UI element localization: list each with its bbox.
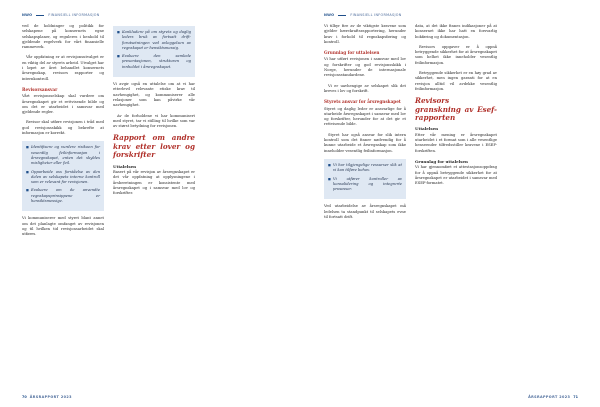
left-footer: [22, 395, 72, 399]
subheading: Uttalelsen: [113, 163, 137, 169]
paragraph: Vi har gjennomført et attestasjonsoppdrag for å oppnå betryggende sikkerhet for at årsregnskapet er utarbeidet i samsvar med ESEF-formatet.: [415, 165, 497, 186]
section-heading: Styrets ansvar for årsregnskapet: [324, 99, 401, 105]
paragraph: Ved utarbeidelse av årsregnskapet må ledelsen ta standpunkt til selskapets evne til fortsatt drift.: [324, 204, 406, 220]
bullet-item: ■ Identifisere og vurdere risikoen for vesentlig feilinformasjon i årsregnskapet, enten det skyldes misligheter eller feil.: [26, 145, 100, 166]
running-head-tag: NWO: [324, 13, 335, 17]
section-heading: Grunnlag for uttalelsen: [324, 50, 380, 56]
running-head-divider: [338, 15, 346, 16]
page-number: 71: [573, 395, 578, 399]
footer-label: ÅRSRAPPORT 2023: [528, 395, 571, 399]
right-footer: [528, 395, 578, 399]
column-2: [113, 24, 195, 201]
right-running-head: [324, 10, 402, 20]
paragraph: Vi tilbyr fire av de viktigste kravene som gjelder bærekraftsrapportering, herunder krav i forhold til regnskapsføring og kontroll.: [324, 24, 406, 44]
column-1: [22, 24, 104, 243]
subheading: Grunnlag for uttalelsen: [415, 158, 468, 164]
paragraph: Vårt revisjonsselskap skal vurdere om årsregnskapet gir et rettvisende bilde og om det er utarbeidet i samsvar med gjeldende regler.: [22, 94, 104, 115]
bullet-box: [113, 26, 195, 77]
bullet-item: ■ Vi utfører kontroller av konsolidering og integrerte prosesser.: [328, 177, 402, 193]
bullet-box: [22, 141, 104, 211]
right-page: [300, 0, 600, 407]
paragraph: Betryggende sikkerhet er en høy grad av sikkerhet, men ingen garanti for at en revisjon alltid vil avdekke vesentlig feilinformasjon.: [415, 71, 497, 91]
subheading: Uttalelsen: [415, 126, 439, 132]
paragraph: ved de holdninger og politikk for selskapene på konsernets egne selskapsplaner, og reguleres i henhold til gjeldende regelverk for vårt finansielle rammeverk.: [22, 24, 104, 50]
paragraph: Vi kommuniserer med styret blant annet om det planlagte omfanget av revisjonen og til hvilken tid revisjonsarbeidet skal utføres.: [22, 216, 104, 237]
column-4: [415, 24, 497, 191]
section-title: Rapport om andre krav etter lover og forskrifter: [113, 133, 195, 160]
footer-label: ÅRSRAPPORT 2023: [29, 395, 72, 399]
paragraph: Vi har utført revisjonen i samsvar med lov og forskrifter og god revisjonsskikk i Norge, herunder de internasjonale revisjonsstandardene.: [324, 57, 406, 78]
paragraph: Revisors oppgaver er å oppnå betryggende sikkerhet for at årsregnskapet som helhet ikke inneholder vesentlig feilinformasjon.: [415, 44, 497, 65]
paragraph: Vi er uavhengige av selskapet slik det kreves i lov og forskrift.: [324, 83, 406, 93]
paragraph: Etter vår mening er årsregnskapet utarbeidet i et format som i alle vesentlige henseender tilfredsstiller kravene i ESEF-forskriften.: [415, 132, 497, 153]
bullet-item: ■ Vi har tilgjengelige ressurser slik at vi kan tilføre behov.: [328, 163, 402, 174]
bullet-box: [324, 159, 406, 199]
column-3: [324, 24, 406, 225]
running-head-tag: NWO: [22, 13, 33, 17]
bullet-item: ■ Evaluere om de anvendte regnskapsprinsippene er hensiktsmessige.: [26, 188, 100, 204]
paragraph: data, at det ikke finnes indikasjoner på at konsernet ikke har hatt en forsvarlig bokføring og dokumentasjon.: [415, 24, 497, 39]
bullet-item: ■ Opparbeide oss forståelse av den delen av selskapets interne kontroll som er relevant for revisjonen.: [26, 170, 100, 186]
paragraph: Vår oppfatning er at revisjonsutvalget er en viktig del av styrets arbeid. Utvalget har i løpet av året behandlet konsernets årsregnskap, revisors rapporter og internkontroll.: [22, 55, 104, 81]
paragraph: Styret har også ansvar for slik intern kontroll som det finner nødvendig for å kunne utarbeide et årsregnskap som ikke inneholder vesentlig feilinformasjon.: [324, 132, 406, 153]
paragraph: Styret og daglig leder er ansvarlige for å utarbeide årsregnskapet i samsvar med lov og forskrifter, herunder for at det gir et rettvisende bilde.: [324, 106, 406, 127]
left-running-head: [22, 10, 100, 20]
section-heading: Revisorsansvar: [22, 86, 58, 92]
page-number: 70: [22, 395, 27, 399]
running-head-divider: [36, 15, 44, 16]
bullet-item: ■ Konkludere på om styrets og daglig leders bruk av fortsatt drift-forutsetningen ved avleggelsen av regnskapet er hensiktsmessig.: [117, 30, 191, 51]
running-head-title: FINANSIELL INFORMASJON: [350, 13, 402, 17]
paragraph: Av de forholdene vi har kommunisert med styret, tar vi stilling til hvilke som var av størst betydning for revisjonen.: [113, 113, 195, 129]
section-title: Revisors granskning av Esef-rapporten: [415, 96, 497, 123]
bullet-item: ■ Evaluere den samlede presentasjonen, strukturen og innholdet i årsregnskapet.: [117, 54, 191, 70]
paragraph: Basert på vår revisjon av årsregnskapet er det vår oppfatning at opplysningene i årsberetningen er konsistente med årsregnskapet og i samsvar med lov og forskrifter.: [113, 169, 195, 196]
running-head-title: FINANSIELL INFORMASJON: [48, 13, 100, 17]
paragraph: Revisor skal utføre revisjonen i tråd med god revisjonsskikk og bekrefte at informasjon er korrekt.: [22, 120, 104, 136]
paragraph: Vi avgir også en uttalelse om at vi har etterlevd relevante etiske krav til uavhengighet, og kommuniserer alle relasjoner som kan påvirke vår uavhengighet.: [113, 82, 195, 108]
